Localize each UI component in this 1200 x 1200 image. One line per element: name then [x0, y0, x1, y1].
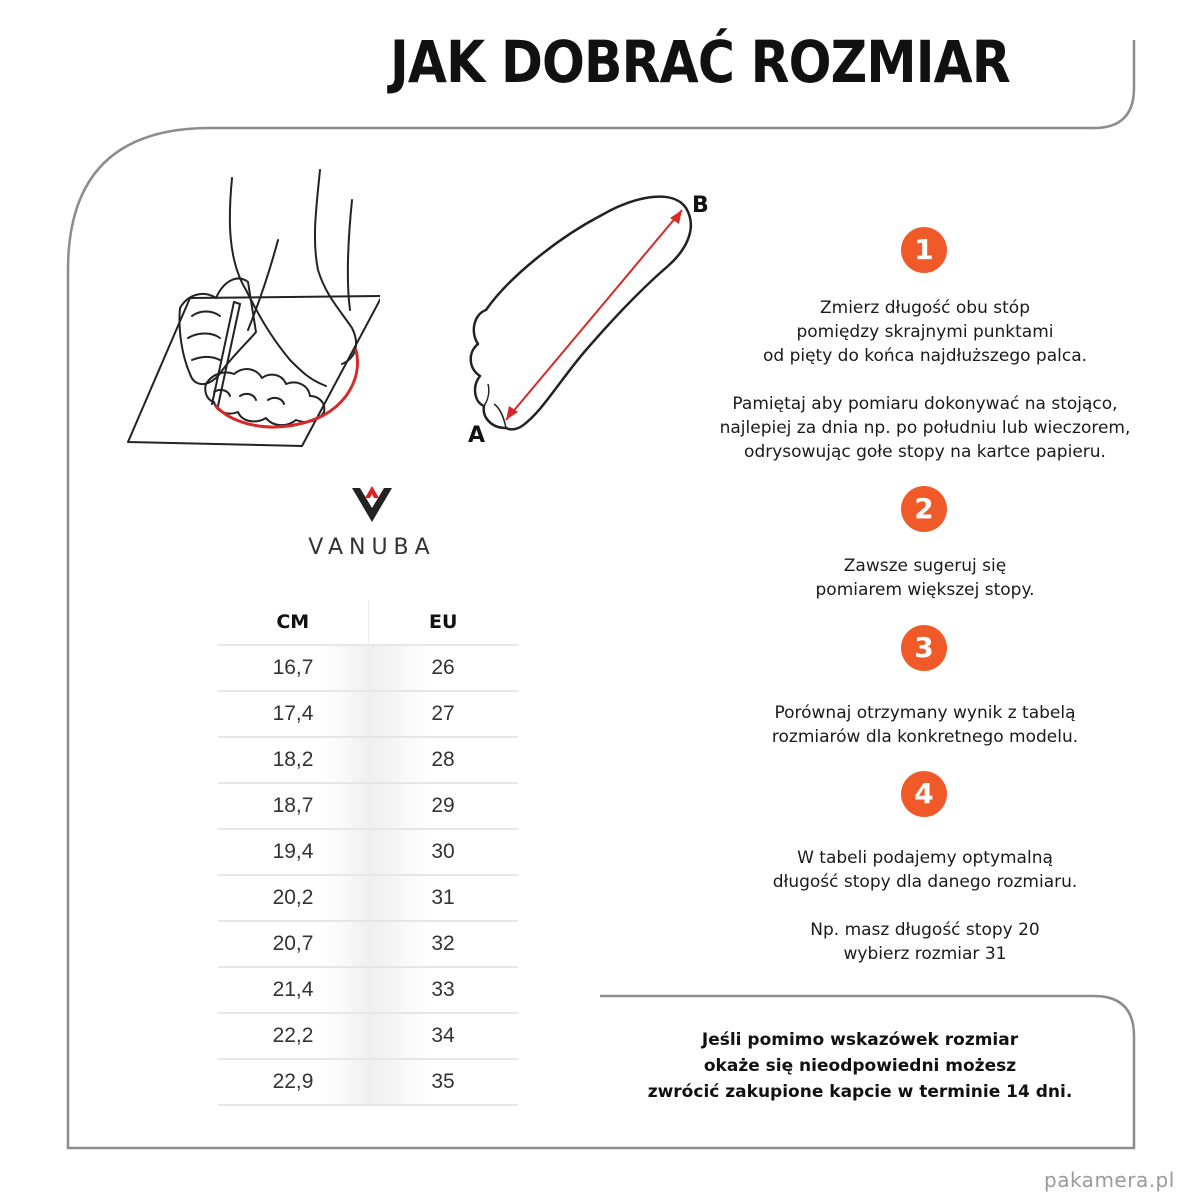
cm-cell: 18,2	[218, 737, 368, 783]
table-row	[218, 783, 518, 829]
table-row	[218, 1013, 518, 1059]
step-1-badge: 1	[901, 227, 947, 273]
step-3-paragraph-1: Porównaj otrzymany wynik z tabelą rozmiarów dla konkretnego modelu.	[771, 703, 1079, 747]
eu-cell: 30	[368, 829, 518, 875]
step-2-text	[660, 554, 1190, 602]
column-header-eu: EU	[368, 600, 518, 645]
point-a-label: A	[468, 423, 486, 448]
step-1-paragraph-1: Zmierz długość obu stóp pomiędzy skrajnymi punktami od pięty do końca najdłuższego palca.	[762, 298, 1088, 366]
table-row	[218, 737, 518, 783]
brand-name: VANUBA	[308, 535, 436, 560]
point-b-label: B	[692, 193, 709, 218]
cm-cell: 18,7	[218, 783, 368, 829]
eu-cell: 32	[368, 921, 518, 967]
column-header-cm: CM	[218, 600, 368, 645]
step-1-text	[660, 296, 1190, 464]
cm-cell: 17,4	[218, 691, 368, 737]
size-table	[218, 600, 518, 1106]
eu-cell: 33	[368, 967, 518, 1013]
cm-cell: 16,7	[218, 645, 368, 691]
table-row	[218, 645, 518, 691]
table-row	[218, 1059, 518, 1105]
eu-cell: 26	[368, 645, 518, 691]
vanuba-logo-icon	[350, 486, 394, 524]
eu-cell: 35	[368, 1059, 518, 1105]
cm-cell: 21,4	[218, 967, 368, 1013]
cm-cell: 22,2	[218, 1013, 368, 1059]
cm-cell: 20,7	[218, 921, 368, 967]
table-row	[218, 829, 518, 875]
cm-cell: 19,4	[218, 829, 368, 875]
step-3-badge: 3	[901, 625, 947, 671]
eu-cell: 29	[368, 783, 518, 829]
eu-cell: 31	[368, 875, 518, 921]
step-2-badge: 2	[901, 486, 947, 532]
watermark: pakamera.pl	[1044, 1168, 1175, 1192]
step-4-text	[660, 846, 1190, 966]
table-row	[218, 967, 518, 1013]
brand-logo	[300, 486, 444, 560]
table-row	[218, 921, 518, 967]
table-row	[218, 875, 518, 921]
step-4-paragraph-1: W tabeli podajemy optymalną długość stopy dla danego rozmiaru.	[772, 848, 1078, 892]
step-3-text	[660, 701, 1190, 749]
step-1-paragraph-2: Pamiętaj aby pomiaru dokonywać na stojąco, najlepiej za dnia np. po południu lub wieczorem, odrysowując gołe stopy na kartce papieru.	[719, 394, 1131, 462]
eu-cell: 34	[368, 1013, 518, 1059]
cm-cell: 22,9	[218, 1059, 368, 1105]
page-title: JAK DOBRAĆ ROZMIAR	[390, 28, 1010, 96]
return-policy-notice: Jeśli pomimo wskazówek rozmiar okaże się nieodpowiedni możesz zwrócić zakupione kapcie w terminie 14 dni.	[647, 1030, 1073, 1102]
foot-tracing-illustration	[120, 160, 380, 460]
eu-cell: 28	[368, 737, 518, 783]
step-4-paragraph-2: Np. masz długość stopy 20 wybierz rozmiar 31	[810, 920, 1040, 964]
size-table-header	[218, 600, 518, 645]
eu-cell: 27	[368, 691, 518, 737]
table-row	[218, 691, 518, 737]
step-4-badge: 4	[901, 771, 947, 817]
step-2-paragraph-1: Zawsze sugeruj się pomiarem większej stopy.	[815, 556, 1035, 600]
cm-cell: 20,2	[218, 875, 368, 921]
